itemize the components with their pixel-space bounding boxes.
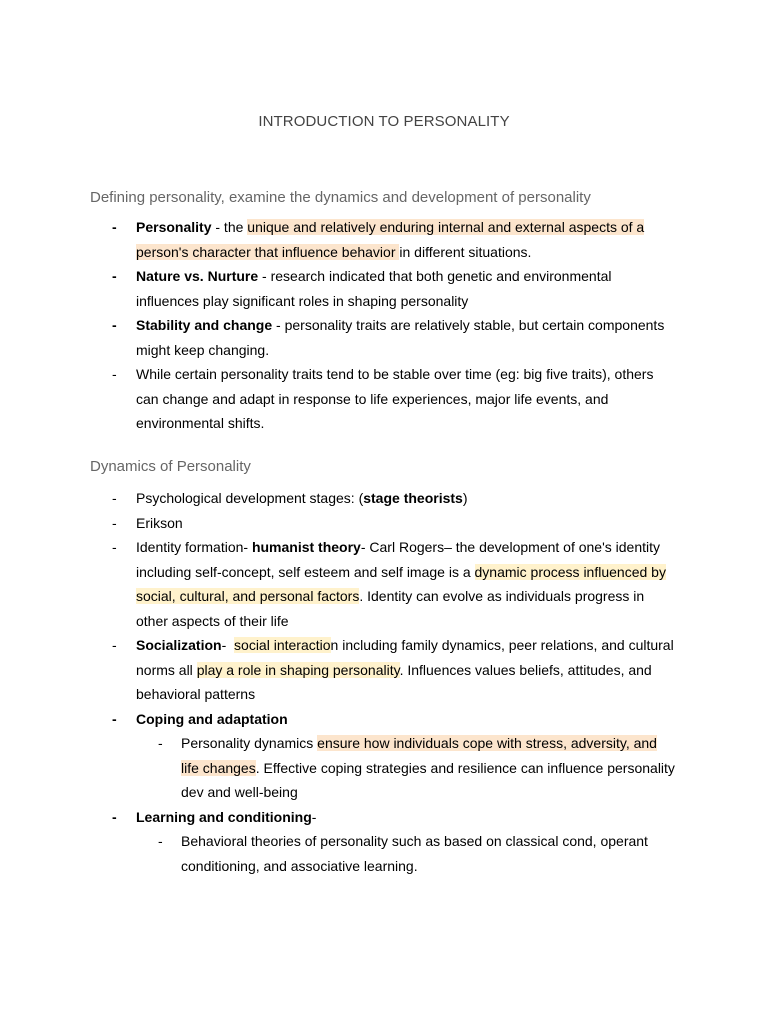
list-item-stages: - Psychological development stages: (stage theorists) xyxy=(0,486,768,511)
list-item-identity: - Identity formation- humanist theory- Carl Rogers– the development of one's identity including self-concept, self esteem and self image is a dynamic process influenced by social, cultural, and personal factors. Identity can evolve as individuals progress in other aspects of their life xyxy=(0,535,768,633)
bullet-dash: - xyxy=(112,366,117,382)
term-personality: Personality xyxy=(136,219,212,235)
list-item-traits: - While certain personality traits tend to be stable over time (eg: big five traits), others can change and adapt in response to life experiences, major life events, and environmental shifts. xyxy=(0,362,768,436)
bullet-dash: - xyxy=(158,833,163,849)
list-item-nature-nurture: - Nature vs. Nurture - research indicated that both genetic and environmental influences play significant roles in shaping personality xyxy=(0,264,768,313)
sub-item-coping: - Personality dynamics ensure how individuals cope with stress, adversity, and life changes. Effective coping strategies and resilience can influence personality dev and well-being xyxy=(0,731,768,805)
section-heading-dynamics: Dynamics of Personality xyxy=(90,458,251,475)
term-nature-nurture: Nature vs. Nurture xyxy=(136,268,259,284)
list-item-learning: - Learning and conditioning- xyxy=(0,805,768,830)
list-item-erikson: - Erikson xyxy=(0,511,768,536)
highlight-social-interaction: social interactio xyxy=(234,637,331,653)
list-item-stability: - Stability and change - personality traits are relatively stable, but certain components might keep changing. xyxy=(0,313,768,362)
definitions-list xyxy=(0,215,768,436)
section-heading-defining: Defining personality, examine the dynamics and development of personality xyxy=(90,189,591,206)
highlight-definition: unique and relatively enduring internal and external aspects of a person's character that influence behavior xyxy=(136,219,645,260)
bullet-dash: - xyxy=(112,317,117,333)
bullet-dash: - xyxy=(112,808,117,825)
page-title: INTRODUCTION TO PERSONALITY xyxy=(258,113,510,130)
bullet-dash: - xyxy=(112,539,117,555)
sub-item-learning: - Behavioral theories of personality such as based on classical cond, operant conditioning, and associative learning. xyxy=(0,829,768,878)
bullet-dash: - xyxy=(112,514,117,531)
dynamics-list xyxy=(0,486,768,878)
bullet-dash: - xyxy=(158,735,163,751)
highlight-shaping: play a role in shaping personality xyxy=(196,661,400,678)
bullet-dash: - xyxy=(112,637,117,653)
list-item-personality: - Personality - the unique and relatively enduring internal and external aspects of a person's character that influence behavior in different situations. xyxy=(0,215,768,264)
bullet-dash: - xyxy=(112,710,117,727)
term-stability: Stability and change xyxy=(136,317,273,333)
bullet-dash: - xyxy=(112,219,117,235)
bullet-dash: - xyxy=(112,268,117,284)
list-item-socialization: - Socialization- social interaction including family dynamics, peer relations, and cultural norms all play a role in shaping personality. Influences values beliefs, attitudes, and behavioral patterns xyxy=(0,633,768,707)
highlight-coping: ensure how individuals cope with stress, adversity, and life changes xyxy=(181,735,657,776)
highlight-identity: dynamic process influenced by social, cultural, and personal factors xyxy=(136,563,666,604)
bullet-dash: - xyxy=(112,490,117,506)
list-item-coping: - Coping and adaptation xyxy=(0,707,768,732)
